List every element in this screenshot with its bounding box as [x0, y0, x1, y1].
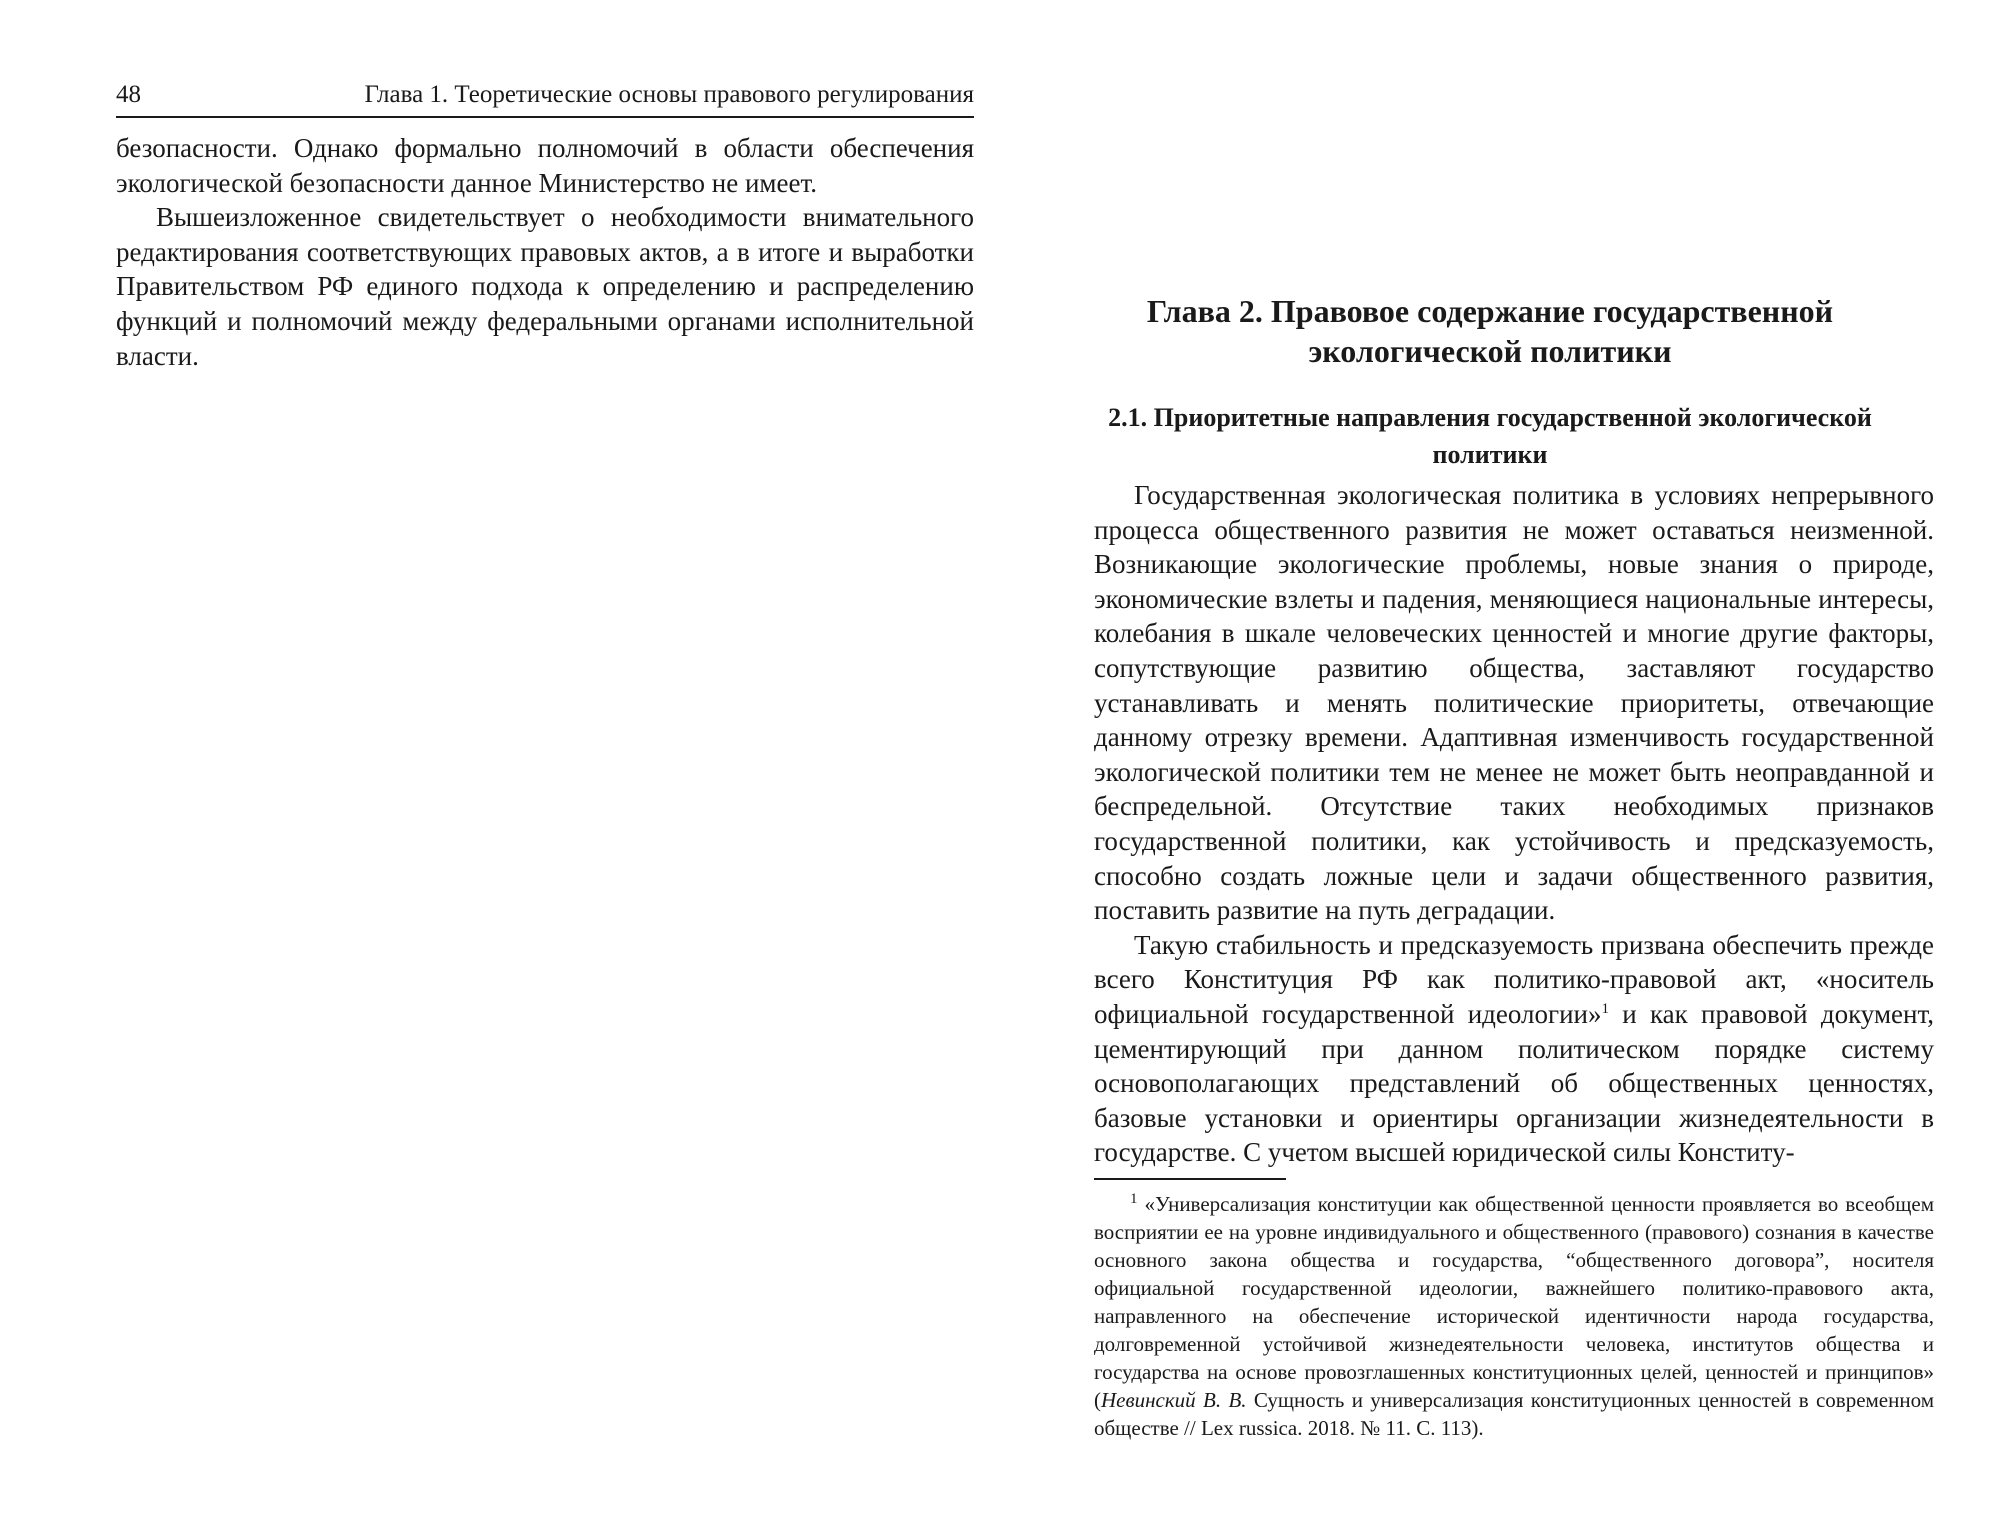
- section-title: 2.1. Приоритетные направления государственной экологической политики: [1108, 403, 1872, 469]
- footnote-author: Невинский В. В.: [1101, 1388, 1247, 1412]
- right-body-text: [1094, 478, 1934, 1170]
- left-body-text: [116, 131, 974, 373]
- paragraph: Государственная экологическая политика в условиях непрерывного процесса общественного развития не может оставаться неизменной. Возникающие экологические проблемы, новые знания о природе, экономические взлеты и падения, меняющиеся национальные интересы, колебания в шкале человеческих ценностей и многие другие факторы, сопутствующие развитию общества, заставляют государство устанавливать и менять политические приоритеты, отвечающие данному отрезку времени. Адаптивная изменчивость государственной экологической политики тем не менее не может быть неоправданной и беспредельной. Отсутствие таких необходимых признаков государственной политики, как устойчивость и предсказуемость, способно создать ложные цели и задачи общественного развития, поставить развитие на путь деградации.: [1094, 480, 1934, 926]
- footnote-body: «Универсализация конституции как общественной ценности проявляется во всеобщем восприятии ее на уровне индивидуального и общественного (правового) сознания в качестве основного закона общества и государства, “общественного договора”, носителя официальной государственной идеологии, важнейшего политико-правового акта, направленного на обеспечение исторической идентичности народа государства, долговременной устойчивой жизнедеятельности человека, институтов общества и государства на основе провозглашенных конституционных целей, ценностей и принципов» (: [1094, 1192, 1934, 1412]
- paragraph-text: и как правовой документ, цементирующий при данном политическом порядке систему основополагающих представлений об общественных ценностях, базовые установки и ориентиры организации жизнедеятельности в государстве. С учетом высшей юридической силы Конститу-: [1094, 998, 1934, 1168]
- paragraph: [1094, 928, 1934, 1170]
- footnote-marker: 1: [1130, 1191, 1138, 1207]
- paragraph: безопасности. Однако формально полномочий в области обеспечения экологической безопасности данное Министерство не имеет.: [116, 133, 974, 198]
- paragraph: Вышеизложенное свидетельствует о необходимости внимательного редактирования соответствующих правовых актов, а в итоге и выработки Правительством РФ единого подхода к определению и распределению функций и полномочий между федеральными органами исполнительной власти.: [116, 202, 974, 371]
- running-head: [116, 78, 974, 118]
- paragraph-text: Такую стабильность и предсказуемость призвана обеспечить прежде всего Конституция РФ как политико-правовой акт, «носитель официальной государственной идеологии»: [1094, 929, 1934, 1029]
- chapter-title: Глава 2. Правовое содержание государственной экологической политики: [1146, 293, 1834, 369]
- footnote-citation: Сущность и универсализация конституционных ценностей в современном обществе // Lex russica. 2018. № 11. С. 113).: [1094, 1388, 1934, 1440]
- footnote-reference[interactable]: 1: [1601, 1000, 1609, 1017]
- footnote-text: [1094, 1190, 1934, 1442]
- footnote: [1094, 1190, 1934, 1442]
- footnote-separator: [1094, 1178, 1286, 1180]
- page-number: 48: [116, 81, 141, 108]
- running-head-title: Глава 1. Теоретические основы правового регулирования: [364, 81, 974, 108]
